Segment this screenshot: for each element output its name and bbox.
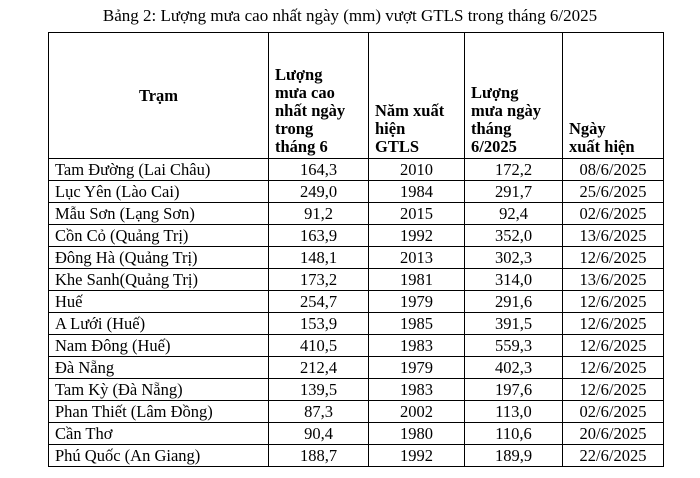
cell-rain-2025: 92,4 (465, 203, 563, 225)
header-rain-june-2025: Lượng mưa ngày tháng 6/2025 (465, 33, 563, 159)
cell-record-year: 1983 (369, 335, 465, 357)
cell-max-rain: 163,9 (269, 225, 369, 247)
cell-station: Đà Nẵng (49, 357, 269, 379)
table-row (49, 181, 664, 203)
cell-max-rain: 91,2 (269, 203, 369, 225)
header-record-year: Năm xuất hiện GTLS (369, 33, 465, 159)
table-row (49, 445, 664, 467)
table-row (49, 357, 664, 379)
cell-date: 12/6/2025 (563, 247, 664, 269)
cell-record-year: 1992 (369, 225, 465, 247)
cell-max-rain: 410,5 (269, 335, 369, 357)
cell-record-year: 1983 (369, 379, 465, 401)
cell-station: Phan Thiết (Lâm Đồng) (49, 401, 269, 423)
cell-rain-2025: 352,0 (465, 225, 563, 247)
cell-station: Lục Yên (Lào Cai) (49, 181, 269, 203)
cell-rain-2025: 189,9 (465, 445, 563, 467)
cell-date: 20/6/2025 (563, 423, 664, 445)
cell-record-year: 1992 (369, 445, 465, 467)
cell-rain-2025: 314,0 (465, 269, 563, 291)
cell-record-year: 2013 (369, 247, 465, 269)
cell-date: 12/6/2025 (563, 291, 664, 313)
cell-station: Cồn Cỏ (Quảng Trị) (49, 225, 269, 247)
cell-max-rain: 164,3 (269, 159, 369, 181)
cell-station: Huế (49, 291, 269, 313)
cell-date: 25/6/2025 (563, 181, 664, 203)
header-date: Ngày xuất hiện (563, 33, 664, 159)
cell-record-year: 1985 (369, 313, 465, 335)
cell-record-year: 2002 (369, 401, 465, 423)
cell-max-rain: 153,9 (269, 313, 369, 335)
cell-date: 22/6/2025 (563, 445, 664, 467)
cell-rain-2025: 391,5 (465, 313, 563, 335)
cell-rain-2025: 302,3 (465, 247, 563, 269)
table-row (49, 159, 664, 181)
cell-station: Tam Kỳ (Đà Nẵng) (49, 379, 269, 401)
cell-max-rain: 148,1 (269, 247, 369, 269)
table-row (49, 269, 664, 291)
cell-max-rain: 249,0 (269, 181, 369, 203)
table-row (49, 335, 664, 357)
cell-date: 02/6/2025 (563, 401, 664, 423)
cell-record-year: 2010 (369, 159, 465, 181)
cell-rain-2025: 172,2 (465, 159, 563, 181)
cell-station: Nam Đông (Huế) (49, 335, 269, 357)
cell-rain-2025: 291,7 (465, 181, 563, 203)
table-header-row (49, 33, 664, 159)
cell-station: Mẫu Sơn (Lạng Sơn) (49, 203, 269, 225)
cell-max-rain: 139,5 (269, 379, 369, 401)
cell-station: A Lưới (Huế) (49, 313, 269, 335)
cell-rain-2025: 113,0 (465, 401, 563, 423)
cell-record-year: 1984 (369, 181, 465, 203)
cell-date: 12/6/2025 (563, 335, 664, 357)
cell-record-year: 1979 (369, 357, 465, 379)
table-row (49, 203, 664, 225)
cell-record-year: 1981 (369, 269, 465, 291)
table-caption: Bảng 2: Lượng mưa cao nhất ngày (mm) vượt GTLS trong tháng 6/2025 (102, 6, 598, 25)
rainfall-record-table (48, 32, 664, 467)
cell-max-rain: 188,7 (269, 445, 369, 467)
cell-record-year: 1980 (369, 423, 465, 445)
cell-max-rain: 254,7 (269, 291, 369, 313)
table-row (49, 313, 664, 335)
cell-date: 13/6/2025 (563, 225, 664, 247)
cell-station: Đông Hà (Quảng Trị) (49, 247, 269, 269)
cell-date: 12/6/2025 (563, 357, 664, 379)
cell-date: 02/6/2025 (563, 203, 664, 225)
cell-station: Cần Thơ (49, 423, 269, 445)
cell-rain-2025: 291,6 (465, 291, 563, 313)
cell-date: 13/6/2025 (563, 269, 664, 291)
table-row (49, 423, 664, 445)
cell-date: 12/6/2025 (563, 313, 664, 335)
table-row (49, 225, 664, 247)
cell-date: 08/6/2025 (563, 159, 664, 181)
cell-rain-2025: 197,6 (465, 379, 563, 401)
cell-station: Phú Quốc (An Giang) (49, 445, 269, 467)
cell-station: Tam Đường (Lai Châu) (49, 159, 269, 181)
table-row (49, 379, 664, 401)
cell-max-rain: 87,3 (269, 401, 369, 423)
cell-max-rain: 90,4 (269, 423, 369, 445)
cell-record-year: 2015 (369, 203, 465, 225)
cell-max-rain: 173,2 (269, 269, 369, 291)
header-station: Trạm (49, 33, 269, 159)
cell-rain-2025: 559,3 (465, 335, 563, 357)
table-row (49, 247, 664, 269)
cell-record-year: 1979 (369, 291, 465, 313)
table-row (49, 401, 664, 423)
header-max-rain-june: Lượng mưa cao nhất ngày trong tháng 6 (269, 33, 369, 159)
cell-date: 12/6/2025 (563, 379, 664, 401)
cell-station: Khe Sanh(Quảng Trị) (49, 269, 269, 291)
cell-rain-2025: 402,3 (465, 357, 563, 379)
cell-rain-2025: 110,6 (465, 423, 563, 445)
cell-max-rain: 212,4 (269, 357, 369, 379)
table-row (49, 291, 664, 313)
